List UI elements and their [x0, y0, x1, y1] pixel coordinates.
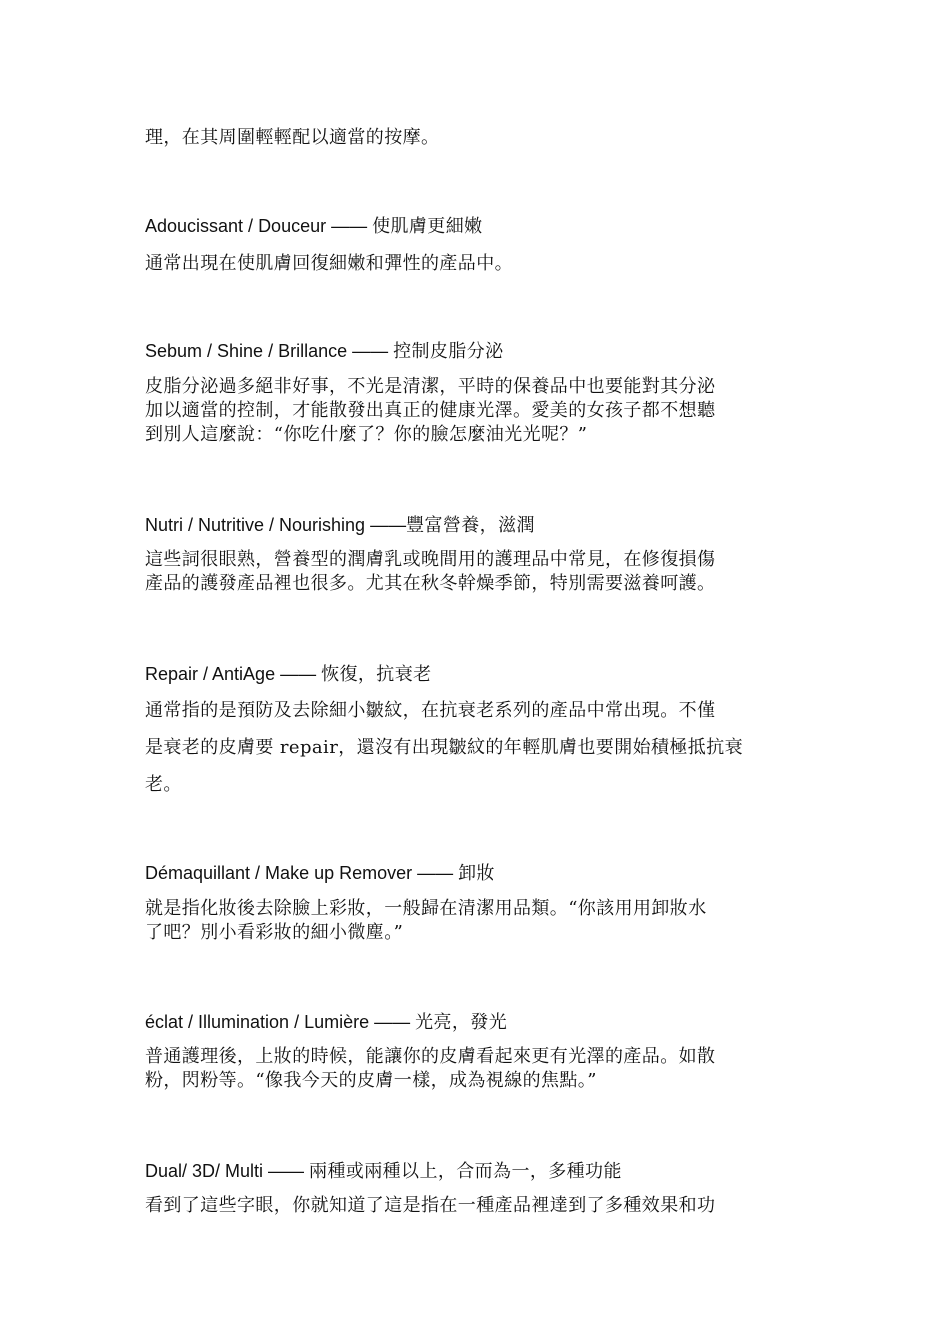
section-body-dual: [145, 1194, 815, 1218]
paragraph-line: 加以適當的控制，才能散發出真正的健康光澤。愛美的女孩子都不想聽: [145, 400, 716, 421]
section-body-sebum: [145, 375, 815, 447]
heading-zh: 控制皮脂分泌: [393, 341, 504, 362]
section-heading-eclat: [145, 1008, 815, 1034]
paragraph-line: 產品的護發產品裡也很多。尤其在秋冬幹燥季節，特別需要滋養呵護。: [145, 573, 716, 594]
heading-zh: 光亮，發光: [415, 1012, 508, 1033]
heading-en: Dual/ 3D/ Multi ——: [145, 1161, 310, 1181]
paragraph-line: 看到了這些字眼，你就知道了這是指在一種產品裡達到了多種效果和功: [145, 1195, 716, 1216]
section-heading-adoucissant: [145, 212, 815, 238]
section-body-repair: [145, 692, 815, 803]
section-heading-repair: [145, 660, 815, 686]
section-body-adoucissant: [145, 252, 815, 276]
section-heading-sebum: [145, 337, 815, 363]
paragraph-line: 粉，閃粉等。“像我今天的皮膚一樣，成為視線的焦點。”: [145, 1070, 597, 1091]
paragraph-line: 到別人這麼說：“你吃什麼了？你的臉怎麼油光光呢？”: [145, 424, 588, 445]
section-heading-dual: [145, 1157, 815, 1183]
heading-zh: 使肌膚更細嫩: [372, 216, 483, 237]
heading-zh: 卸妝: [458, 863, 495, 884]
heading-en: éclat / Illumination / Lumière ——: [145, 1012, 416, 1032]
paragraph-line: 老。: [145, 774, 182, 795]
section-heading-nutri: [145, 511, 815, 537]
heading-zh: 兩種或兩種以上，合而為一，多種功能: [309, 1161, 622, 1182]
paragraph-line: 皮脂分泌過多絕非好事，不光是清潔，平時的保養品中也要能對其分泌: [145, 376, 716, 397]
heading-en: Repair / AntiAge ——: [145, 664, 322, 684]
paragraph-line: 通常出現在使肌膚回復細嫩和彈性的產品中。: [145, 253, 513, 274]
paragraph-line: 是衰老的皮膚要 repair，還沒有出現皺紋的年輕肌膚也要開始積極抵抗衰: [145, 737, 743, 758]
paragraph-line: 理，在其周圍輕輕配以適當的按摩。: [145, 127, 440, 148]
heading-en: Démaquillant / Make up Remover ——: [145, 863, 459, 883]
paragraph-line: 普通護理後，上妝的時候，能讓你的皮膚看起來更有光澤的產品。如散: [145, 1046, 716, 1067]
paragraph-line: 了吧？別小看彩妝的細小微塵。”: [145, 922, 404, 943]
paragraph-line: 通常指的是預防及去除細小皺紋，在抗衰老系列的產品中常出現。不僅: [145, 700, 716, 721]
section-body-eclat: [145, 1045, 815, 1093]
paragraph-line: 這些詞很眼熟，營養型的潤膚乳或晚間用的護理品中常見，在修復損傷: [145, 549, 716, 570]
heading-en: Sebum / Shine / Brillance ——: [145, 341, 394, 361]
heading-en: Nutri / Nutritive / Nourishing ——: [145, 515, 407, 535]
heading-en: Adoucissant / Douceur ——: [145, 216, 373, 236]
heading-zh: 豐富營養，滋潤: [406, 515, 535, 536]
paragraph-line: 就是指化妝後去除臉上彩妝，一般歸在清潔用品類。“你該用用卸妝水: [145, 898, 707, 919]
intro-paragraph: [145, 126, 815, 150]
section-body-demaquillant: [145, 897, 815, 945]
section-body-nutri: [145, 548, 815, 596]
heading-zh: 恢復，抗衰老: [321, 664, 432, 685]
section-heading-demaquillant: [145, 859, 815, 885]
